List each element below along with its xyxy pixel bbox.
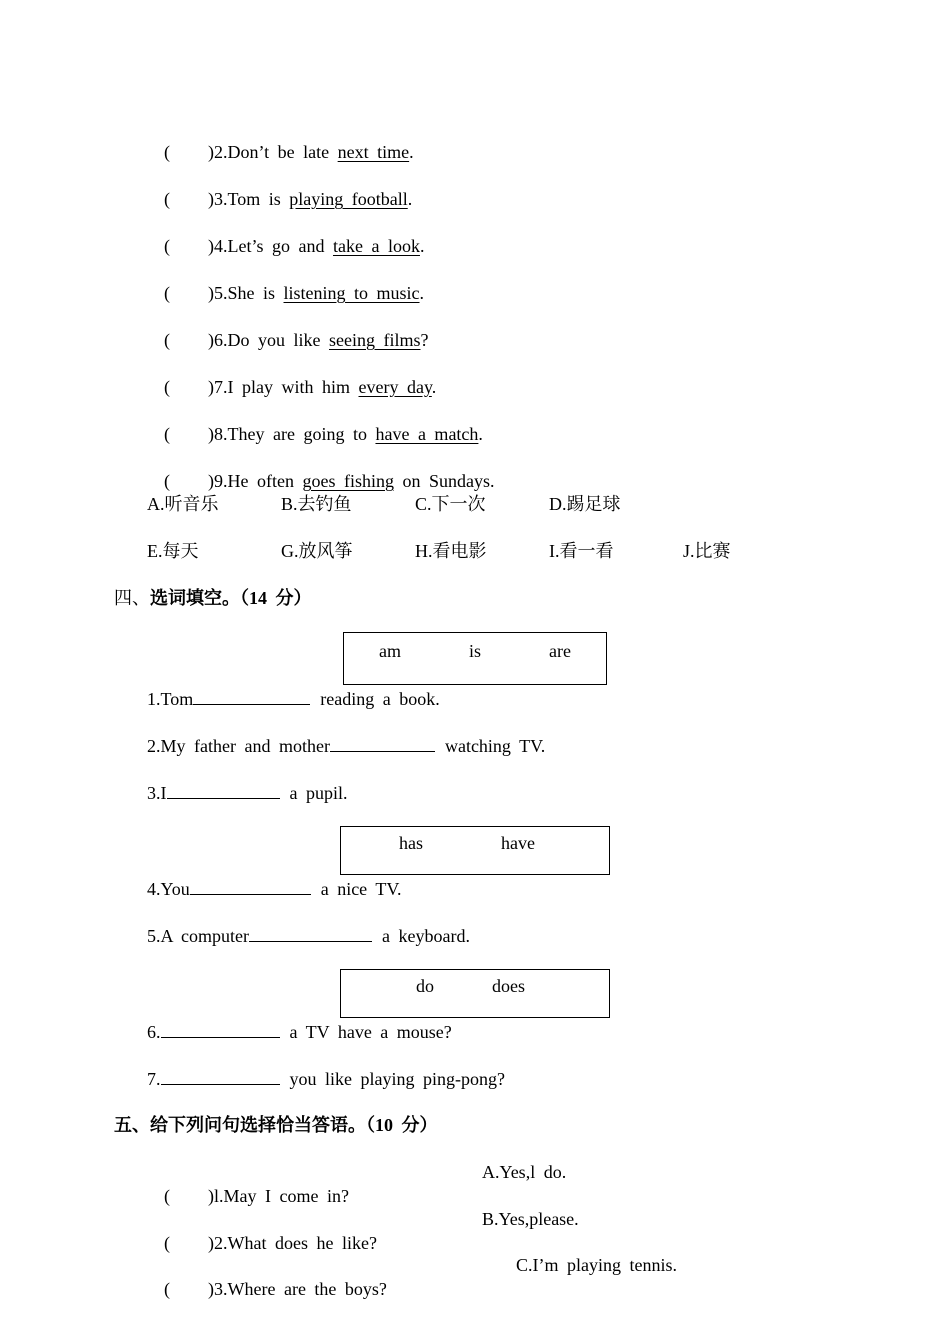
section5-title: 五、给下列问句选择恰当答语。（10 分） [114,1115,438,1135]
item-end: . [431,377,437,397]
option-h: H.看电影 [415,541,487,561]
close-paren: ) [208,283,214,303]
q-text-end: a nice TV. [320,879,402,899]
q-text-end: a pupil. [289,783,348,803]
answer-blank[interactable] [190,876,311,895]
s3-item-2 [147,116,414,164]
item-number: 4. [214,236,228,256]
s3-item-4 [147,210,424,258]
open-paren: ( [164,236,170,256]
answer-blank[interactable] [167,780,280,799]
option-a: A.听音乐 [147,494,219,514]
item-text: She is [227,283,284,303]
item-text: Tom is [227,189,290,209]
question: l.May I come in? [214,1186,349,1206]
open-paren: ( [164,330,170,350]
option-g: G.放风筝 [281,541,353,561]
open-paren: ( [164,142,170,162]
underlined-phrase: next time [337,142,410,162]
item-text: I play with him [227,377,359,397]
close-paren: ) [208,142,214,162]
q-text: 4.You [147,879,190,899]
q-text-end: a TV have a mouse? [289,1022,452,1042]
s3-item-9 [147,445,495,493]
word-box-2 [340,826,610,875]
underlined-phrase: listening to music [283,283,420,303]
s5-item-2 [147,1207,377,1255]
item-end: ? [420,330,429,350]
open-paren: ( [164,377,170,397]
option-d: D.踢足球 [549,494,621,514]
close-paren: ) [208,236,214,256]
item-text: They are going to [227,424,376,444]
item-number: 3. [214,189,228,209]
option-j: J.比赛 [683,541,731,561]
item-number: 7. [214,377,228,397]
item-end: . [478,424,483,444]
fill-q6 [147,1019,452,1044]
open-paren: ( [164,1233,170,1253]
word-box-1 [343,632,607,685]
answer-blank[interactable] [249,923,372,942]
open-paren: ( [164,1279,170,1299]
item-number: 9. [214,471,228,491]
close-paren: ) [208,424,214,444]
close-paren: ) [208,330,214,350]
section4-prefix: 四、 [114,588,150,608]
s3-item-8 [147,398,483,446]
q-text: 5.A computer [147,926,249,946]
answer-a: A.Yes,l do. [482,1162,567,1182]
fill-q1 [147,686,440,711]
q-text: 1.Tom [147,689,194,709]
item-text: He often [227,471,303,491]
close-paren: ) [208,1233,214,1253]
s3-item-6 [147,304,429,352]
s3-item-5 [147,257,424,305]
section4-heading [114,586,312,610]
item-end: . [419,283,425,303]
q-text-end: reading a book. [320,689,440,709]
s5-item-3 [147,1253,387,1301]
answer-blank[interactable] [161,1066,280,1085]
answer-blank[interactable] [161,1019,280,1038]
word-has: has [399,833,423,853]
open-paren: ( [164,471,170,491]
close-paren: ) [208,1186,214,1206]
q-text: 2.My father and mother [147,736,330,756]
s3-item-7 [147,351,436,399]
s5-item-1 [147,1160,349,1208]
option-e: E.每天 [147,541,199,561]
word-have: have [501,833,535,853]
fill-q7 [147,1066,505,1091]
item-end: . [407,189,413,209]
answer-blank[interactable] [193,686,310,705]
underlined-phrase: have a match [375,424,479,444]
q-text-end: you like playing ping-pong? [289,1069,505,1089]
underlined-phrase: playing football [289,189,408,209]
open-paren: ( [164,424,170,444]
option-i: I.看一看 [549,541,614,561]
question: 3.Where are the boys? [214,1279,387,1299]
item-end: on Sundays. [393,471,495,491]
question: 2.What does he like? [214,1233,377,1253]
answer-blank[interactable] [330,733,435,752]
option-c: C.下一次 [415,494,486,514]
s3-item-3 [147,163,412,211]
close-paren: ) [208,471,214,491]
close-paren: ) [208,189,214,209]
answer-c: C.I’m playing tennis. [516,1255,677,1275]
word-box-3 [340,969,610,1018]
close-paren: ) [208,1279,214,1299]
underlined-phrase: goes fishing [302,471,394,491]
underlined-phrase: every day [358,377,432,397]
word-are: are [549,641,571,661]
item-text: Don’t be late [227,142,338,162]
item-end: . [409,142,414,162]
close-paren: ) [208,377,214,397]
item-number: 8. [214,424,228,444]
fill-q3 [147,780,348,805]
section4-title: 选词填空。（14 分） [150,588,312,608]
open-paren: ( [164,189,170,209]
word-am: am [379,641,401,661]
answer-b: B.Yes,please. [482,1209,579,1229]
item-text: Let’s go and [227,236,333,256]
word-is: is [469,641,482,661]
item-end: . [419,236,425,256]
underlined-phrase: seeing films [329,330,421,350]
q-text: 7. [147,1069,161,1089]
option-b: B.去钓鱼 [281,494,352,514]
word-do: do [416,976,434,996]
open-paren: ( [164,283,170,303]
q-text: 3.I [147,783,167,803]
q-text: 6. [147,1022,161,1042]
word-does: does [492,976,525,996]
open-paren: ( [164,1186,170,1206]
item-number: 5. [214,283,228,303]
fill-q2 [147,733,545,758]
item-text: Do you like [227,330,329,350]
fill-q4 [147,876,402,901]
q-text-end: watching TV. [444,736,546,756]
item-number: 2. [214,142,228,162]
item-number: 6. [214,330,228,350]
q-text-end: a keyboard. [381,926,470,946]
underlined-phrase: take a look [332,236,420,256]
fill-q5 [147,923,470,948]
